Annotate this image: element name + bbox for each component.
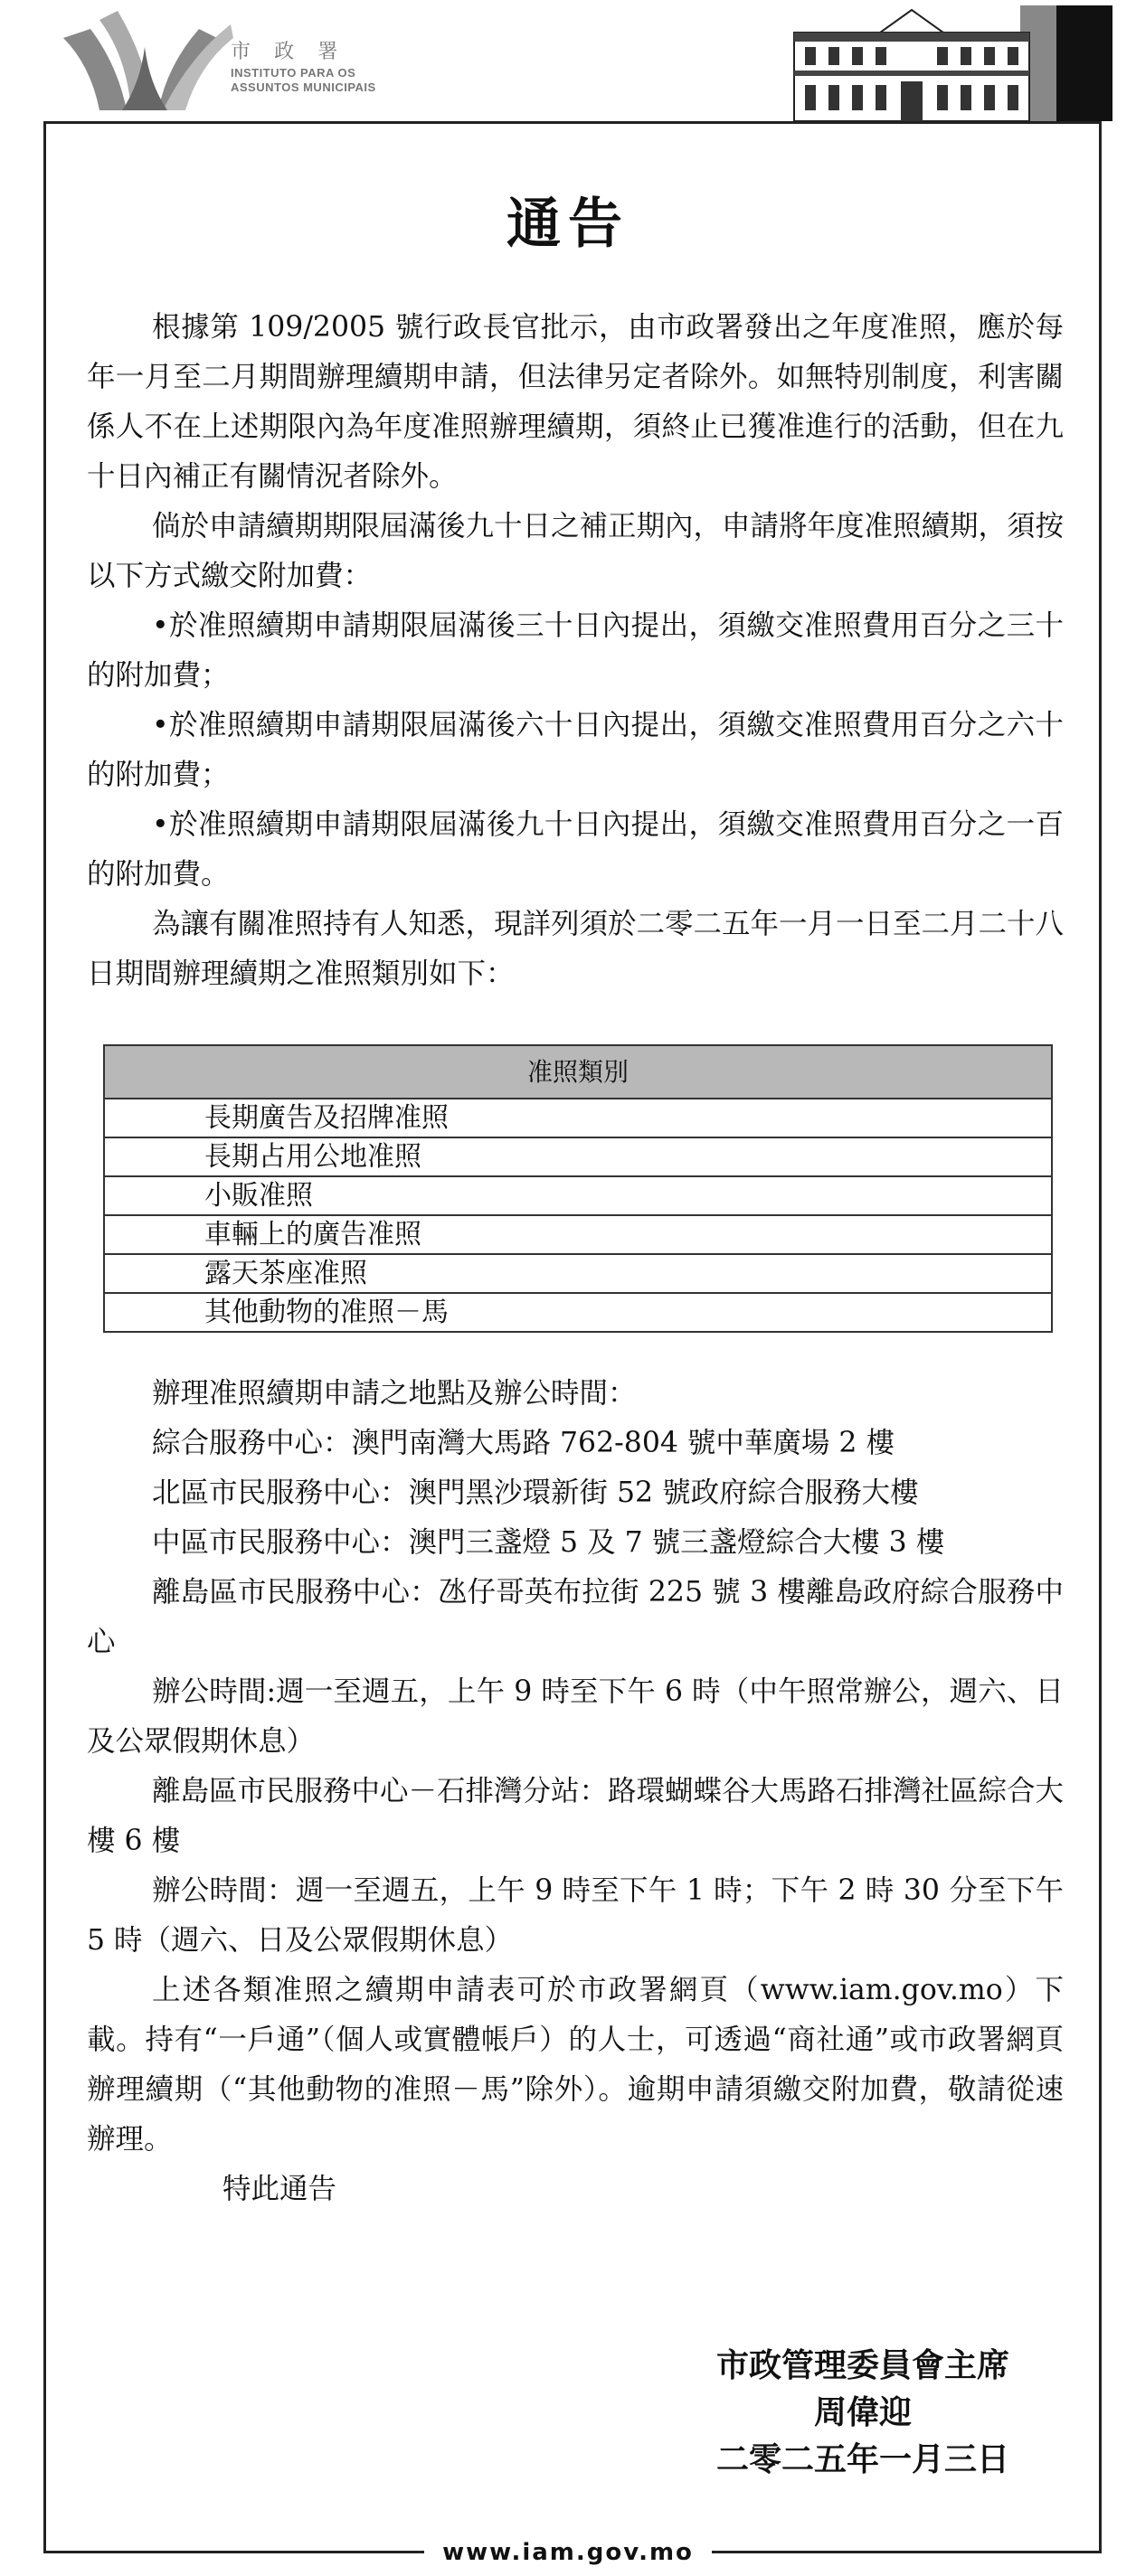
office-1: 綜合服務中心：澳門南灣大馬路 762-804 號中華廣場 2 樓 (152, 1427, 895, 1459)
table-row: 小販准照 (104, 1176, 1052, 1215)
signature-title: 市政管理委員會主席 (715, 2346, 1009, 2384)
table-row: 其他動物的准照－馬 (104, 1293, 1052, 1332)
org-name (231, 36, 376, 95)
org-name-pt-2: ASSUNTOS MUNICIPAIS (231, 80, 376, 94)
office-hours-1: 辦公時間:週一至週五，上午 9 時至下午 6 時（中午照常辦公，週六、日及公眾假期休息） (87, 1675, 1064, 1758)
bullet-1: •於准照續期申請期限屆滿後三十日內提出，須繳交准照費用百分之三十的附加費； (87, 609, 1064, 692)
table-header: 准照類別 (104, 1045, 1052, 1099)
table-row: 露天茶座准照 (104, 1254, 1052, 1293)
header (0, 0, 1136, 127)
footer-url: www.iam.gov.mo (424, 2539, 712, 2566)
org-name-pt-1: INSTITUTO PARA OS (231, 66, 356, 80)
offices-intro: 辦理准照續期申請之地點及辦公時間： (152, 1377, 637, 1410)
table-row: 車輛上的廣告准照 (104, 1215, 1052, 1254)
footer (0, 2539, 1136, 2566)
signature (716, 2342, 1009, 2483)
notice-body (87, 303, 1064, 2214)
org-name-cn: 市 政 署 (231, 40, 347, 62)
office-2: 北區市民服務中心：澳門黑沙環新街 52 號政府綜合服務大樓 (152, 1477, 919, 1509)
table-row: 長期占用公地准照 (104, 1137, 1052, 1176)
signature-date: 二零二五年一月三日 (715, 2440, 1009, 2478)
license-table (103, 1044, 1053, 1333)
bullet-2: •於准照續期申請期限屆滿後六十日內提出，須繳交准照費用百分之六十的附加費； (87, 709, 1064, 791)
paragraph-1: 根據第 109/2005 號行政長官批示，由市政署發出之年度准照，應於每年一月至二月期間辦理續期申請，但法律另定者除外。如無特別制度，利害關係人不在上述期限內為年度准照辦理續期，須終止已獲准進行的活動，但在九十日內補正有關情況者除外。 (87, 311, 1064, 493)
office-hours-2: 辦公時間：週一至週五，上午 9 時至下午 1 時；下午 2 時 30 分至下午 5 時（週六、日及公眾假期休息） (87, 1874, 1064, 1957)
bullet-3: •於准照續期申請期限屆滿後九十日內提出，須繳交准照費用百分之一百的附加費。 (87, 808, 1064, 891)
closing: 特此通告 (222, 2173, 337, 2205)
office-5: 離島區市民服務中心－石排灣分站：路環蝴蝶谷大馬路石排灣社區綜合大樓 6 樓 (87, 1775, 1065, 1857)
paragraph-2: 倘於申請續期期限屆滿後九十日之補正期內，申請將年度准照續期，須按以下方式繳交附加費： (87, 510, 1065, 592)
signature-name: 周偉迎 (813, 2393, 912, 2431)
table-row: 長期廣告及招牌准照 (104, 1099, 1052, 1137)
iam-logo-icon (54, 11, 235, 119)
office-3: 中區市民服務中心：澳門三盞燈 5 及 7 號三盞燈綜合大樓 3 樓 (152, 1526, 945, 1559)
building-illustration-icon (785, 5, 1112, 121)
list-intro: 為讓有關准照持有人知悉，現詳列須於二零二五年一月一日至二月二十八日期間辦理續期之准照類別如下： (87, 908, 1065, 990)
page-title: 通告 (506, 193, 630, 256)
office-4: 離島區市民服務中心：氹仔哥英布拉街 225 號 3 樓離島政府綜合服務中心 (87, 1576, 1064, 1658)
download-info: 上述各類准照之續期申請表可於市政署網頁（www.iam.gov.mo）下載。持有“一戶通”（個人或實體帳戶）的人士，可透過“商社通”或市政署網頁辦理續期（“其他動物的准照－馬”除外）。逾期申請須繳交附加費，敬請從速辦理。 (87, 1974, 1064, 2156)
